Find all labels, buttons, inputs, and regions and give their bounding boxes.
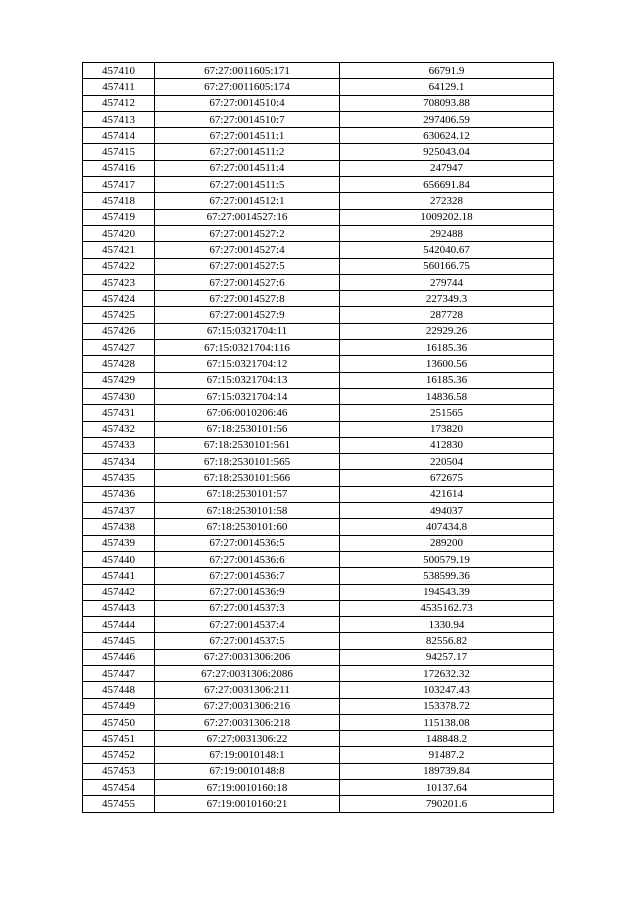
row-number-cell: 457428 [83, 356, 155, 372]
table-row [83, 160, 554, 176]
cadastral-number-cell: 67:27:0014527:5 [155, 258, 340, 274]
table-row [83, 177, 554, 193]
row-number-cell: 457453 [83, 763, 155, 779]
value-cell: 4535162.73 [340, 600, 554, 616]
table-row [83, 388, 554, 404]
value-cell: 16185.36 [340, 340, 554, 356]
table-row [83, 111, 554, 127]
table-row [83, 486, 554, 502]
value-cell: 194543.39 [340, 584, 554, 600]
table-row [83, 144, 554, 160]
row-number-cell: 457430 [83, 388, 155, 404]
cadastral-number-cell: 67:27:0014512:1 [155, 193, 340, 209]
table-row [83, 503, 554, 519]
row-number-cell: 457433 [83, 437, 155, 453]
table-row [83, 421, 554, 437]
row-number-cell: 457412 [83, 95, 155, 111]
row-number-cell: 457418 [83, 193, 155, 209]
table-row [83, 242, 554, 258]
cadastral-number-cell: 67:27:0014537:4 [155, 617, 340, 633]
value-cell: 22929.26 [340, 323, 554, 339]
cadastral-number-cell: 67:27:0014511:2 [155, 144, 340, 160]
table-row [83, 225, 554, 241]
cadastral-number-cell: 67:15:0321704:116 [155, 340, 340, 356]
cadastral-number-cell: 67:27:0011605:174 [155, 79, 340, 95]
table-row [83, 633, 554, 649]
table-row [83, 128, 554, 144]
cadastral-number-cell: 67:27:0014511:5 [155, 177, 340, 193]
cadastral-number-cell: 67:18:2530101:56 [155, 421, 340, 437]
value-cell: 13600.56 [340, 356, 554, 372]
table-row [83, 209, 554, 225]
value-cell: 279744 [340, 274, 554, 290]
table-row [83, 584, 554, 600]
value-cell: 407434.8 [340, 519, 554, 535]
value-cell: 173820 [340, 421, 554, 437]
row-number-cell: 457441 [83, 568, 155, 584]
value-cell: 297406.59 [340, 111, 554, 127]
table-row [83, 714, 554, 730]
value-cell: 172632.32 [340, 665, 554, 681]
cadastral-number-cell: 67:15:0321704:11 [155, 323, 340, 339]
value-cell: 542040.67 [340, 242, 554, 258]
table-row [83, 780, 554, 796]
row-number-cell: 457434 [83, 454, 155, 470]
cadastral-number-cell: 67:15:0321704:13 [155, 372, 340, 388]
table-row [83, 258, 554, 274]
cadastral-number-cell: 67:06:0010206:46 [155, 405, 340, 421]
row-number-cell: 457419 [83, 209, 155, 225]
table-row [83, 731, 554, 747]
row-number-cell: 457417 [83, 177, 155, 193]
cadastral-number-cell: 67:27:0014536:9 [155, 584, 340, 600]
cadastral-number-cell: 67:15:0321704:12 [155, 356, 340, 372]
value-cell: 538599.36 [340, 568, 554, 584]
value-cell: 82556.82 [340, 633, 554, 649]
value-cell: 220504 [340, 454, 554, 470]
value-cell: 421614 [340, 486, 554, 502]
table-row [83, 470, 554, 486]
value-cell: 64129.1 [340, 79, 554, 95]
table-row [83, 193, 554, 209]
table-row [83, 649, 554, 665]
table-row [83, 437, 554, 453]
row-number-cell: 457447 [83, 665, 155, 681]
cadastral-number-cell: 67:18:2530101:566 [155, 470, 340, 486]
value-cell: 289200 [340, 535, 554, 551]
value-cell: 227349.3 [340, 291, 554, 307]
row-number-cell: 457426 [83, 323, 155, 339]
row-number-cell: 457427 [83, 340, 155, 356]
row-number-cell: 457454 [83, 780, 155, 796]
table-row [83, 600, 554, 616]
value-cell: 272328 [340, 193, 554, 209]
table-row [83, 340, 554, 356]
cadastral-number-cell: 67:27:0031306:211 [155, 682, 340, 698]
cadastral-number-cell: 67:18:2530101:565 [155, 454, 340, 470]
value-cell: 1330.94 [340, 617, 554, 633]
cadastral-number-cell: 67:18:2530101:57 [155, 486, 340, 502]
cadastral-number-cell: 67:15:0321704:14 [155, 388, 340, 404]
value-cell: 292488 [340, 225, 554, 241]
cadastral-number-cell: 67:27:0031306:2086 [155, 665, 340, 681]
row-number-cell: 457442 [83, 584, 155, 600]
table-row [83, 551, 554, 567]
value-cell: 148848.2 [340, 731, 554, 747]
cadastral-number-cell: 67:27:0014527:9 [155, 307, 340, 323]
table-row [83, 617, 554, 633]
cadastral-number-cell: 67:27:0014527:2 [155, 225, 340, 241]
cadastral-number-cell: 67:18:2530101:58 [155, 503, 340, 519]
row-number-cell: 457451 [83, 731, 155, 747]
value-cell: 115138.08 [340, 714, 554, 730]
row-number-cell: 457444 [83, 617, 155, 633]
table-row [83, 323, 554, 339]
table-row [83, 372, 554, 388]
value-cell: 10137.64 [340, 780, 554, 796]
row-number-cell: 457436 [83, 486, 155, 502]
row-number-cell: 457429 [83, 372, 155, 388]
cadastral-number-cell: 67:27:0014510:7 [155, 111, 340, 127]
cadastral-number-cell: 67:19:0010160:18 [155, 780, 340, 796]
cadastral-number-cell: 67:18:2530101:60 [155, 519, 340, 535]
value-cell: 94257.17 [340, 649, 554, 665]
cadastral-number-cell: 67:27:0014537:5 [155, 633, 340, 649]
table-row [83, 747, 554, 763]
cadastral-number-cell: 67:27:0031306:216 [155, 698, 340, 714]
row-number-cell: 457425 [83, 307, 155, 323]
row-number-cell: 457437 [83, 503, 155, 519]
row-number-cell: 457424 [83, 291, 155, 307]
cadastral-number-cell: 67:19:0010148:1 [155, 747, 340, 763]
row-number-cell: 457440 [83, 551, 155, 567]
row-number-cell: 457450 [83, 714, 155, 730]
value-cell: 251565 [340, 405, 554, 421]
value-cell: 925043.04 [340, 144, 554, 160]
cadastral-number-cell: 67:27:0014536:7 [155, 568, 340, 584]
table-row [83, 568, 554, 584]
table-row [83, 79, 554, 95]
row-number-cell: 457422 [83, 258, 155, 274]
table-row [83, 763, 554, 779]
value-cell: 16185.36 [340, 372, 554, 388]
cadastral-number-cell: 67:27:0014527:16 [155, 209, 340, 225]
cadastral-number-cell: 67:27:0031306:206 [155, 649, 340, 665]
table-row [83, 307, 554, 323]
value-cell: 66791.9 [340, 63, 554, 79]
cadastral-number-cell: 67:19:0010160:21 [155, 796, 340, 812]
cadastral-number-cell: 67:27:0014510:4 [155, 95, 340, 111]
table-row [83, 95, 554, 111]
value-cell: 287728 [340, 307, 554, 323]
value-cell: 153378.72 [340, 698, 554, 714]
data-table [82, 62, 554, 813]
row-number-cell: 457410 [83, 63, 155, 79]
table-row [83, 519, 554, 535]
row-number-cell: 457421 [83, 242, 155, 258]
table-row [83, 405, 554, 421]
value-cell: 494037 [340, 503, 554, 519]
row-number-cell: 457455 [83, 796, 155, 812]
row-number-cell: 457443 [83, 600, 155, 616]
value-cell: 412830 [340, 437, 554, 453]
row-number-cell: 457438 [83, 519, 155, 535]
table-row [83, 682, 554, 698]
cadastral-number-cell: 67:27:0014511:1 [155, 128, 340, 144]
value-cell: 14836.58 [340, 388, 554, 404]
cadastral-number-cell: 67:27:0031306:22 [155, 731, 340, 747]
table-row [83, 274, 554, 290]
cadastral-number-cell: 67:27:0014537:3 [155, 600, 340, 616]
value-cell: 560166.75 [340, 258, 554, 274]
table-row [83, 291, 554, 307]
row-number-cell: 457435 [83, 470, 155, 486]
row-number-cell: 457420 [83, 225, 155, 241]
cadastral-number-cell: 67:27:0014511:4 [155, 160, 340, 176]
cadastral-number-cell: 67:27:0014527:8 [155, 291, 340, 307]
table-row [83, 796, 554, 812]
table-body [83, 63, 554, 813]
cadastral-number-cell: 67:27:0011605:171 [155, 63, 340, 79]
row-number-cell: 457445 [83, 633, 155, 649]
row-number-cell: 457415 [83, 144, 155, 160]
row-number-cell: 457413 [83, 111, 155, 127]
value-cell: 630624.12 [340, 128, 554, 144]
value-cell: 656691.84 [340, 177, 554, 193]
cadastral-number-cell: 67:27:0014536:6 [155, 551, 340, 567]
value-cell: 500579.19 [340, 551, 554, 567]
value-cell: 708093.88 [340, 95, 554, 111]
row-number-cell: 457431 [83, 405, 155, 421]
table-row [83, 535, 554, 551]
row-number-cell: 457439 [83, 535, 155, 551]
table-row [83, 665, 554, 681]
value-cell: 103247.43 [340, 682, 554, 698]
table-row [83, 454, 554, 470]
value-cell: 189739.84 [340, 763, 554, 779]
row-number-cell: 457449 [83, 698, 155, 714]
value-cell: 790201.6 [340, 796, 554, 812]
cadastral-number-cell: 67:27:0014536:5 [155, 535, 340, 551]
row-number-cell: 457423 [83, 274, 155, 290]
value-cell: 1009202.18 [340, 209, 554, 225]
row-number-cell: 457414 [83, 128, 155, 144]
value-cell: 247947 [340, 160, 554, 176]
row-number-cell: 457446 [83, 649, 155, 665]
table-row [83, 63, 554, 79]
cadastral-number-cell: 67:27:0031306:218 [155, 714, 340, 730]
cadastral-number-cell: 67:27:0014527:6 [155, 274, 340, 290]
row-number-cell: 457432 [83, 421, 155, 437]
row-number-cell: 457452 [83, 747, 155, 763]
cadastral-number-cell: 67:27:0014527:4 [155, 242, 340, 258]
table-row [83, 698, 554, 714]
value-cell: 91487.2 [340, 747, 554, 763]
row-number-cell: 457411 [83, 79, 155, 95]
table-row [83, 356, 554, 372]
row-number-cell: 457448 [83, 682, 155, 698]
row-number-cell: 457416 [83, 160, 155, 176]
cadastral-number-cell: 67:18:2530101:561 [155, 437, 340, 453]
value-cell: 672675 [340, 470, 554, 486]
cadastral-number-cell: 67:19:0010148:8 [155, 763, 340, 779]
